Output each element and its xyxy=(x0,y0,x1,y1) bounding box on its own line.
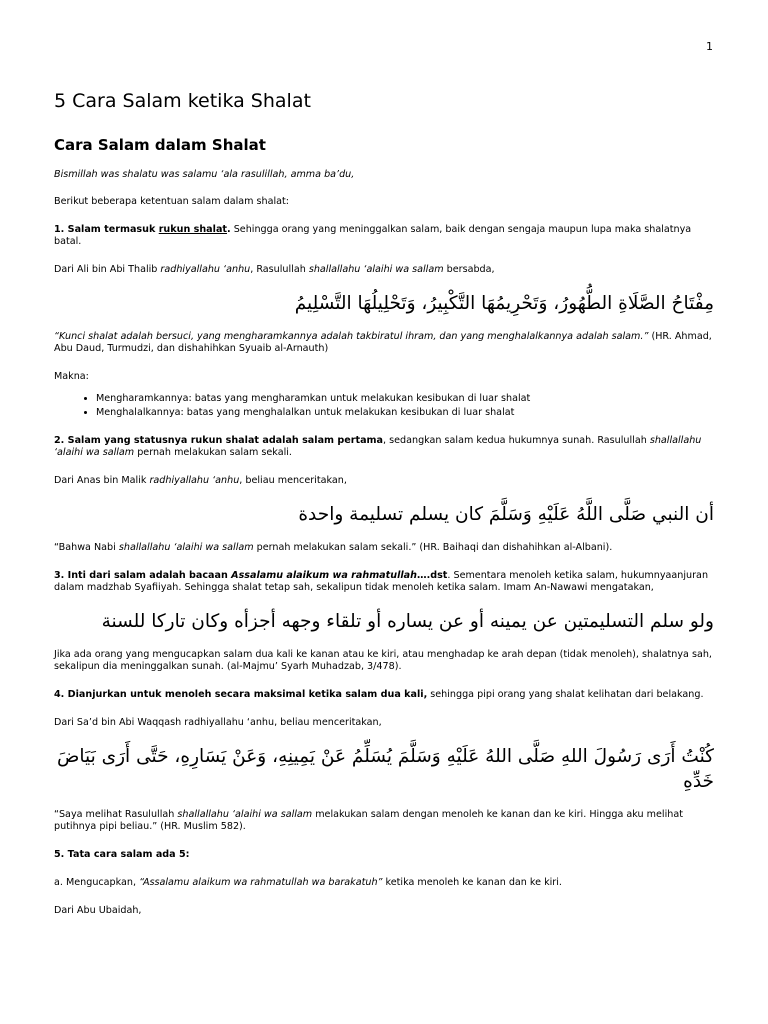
arabic-quote-3: ولو سلم التسليمتين عن يمينه أو عن يساره أو تلقاء وجهه أجزأه وكان تاركا للسنة xyxy=(101,611,714,633)
point-2-narration: Dari Anas bin Malik radhiyallahu ‘anhu, beliau menceritakan, xyxy=(54,475,347,487)
arabic-hadith-4: كُنْتُ أَرَى رَسُولَ اللهِ صَلَّى اللهُ عَلَيْهِ وَسَلَّمَ يُسَلِّمُ عَنْ يَمِينِهِ، وَعَنْ يَسَارِهِ، حَتَّى أَرَى بَيَاضَ خَدِّهِ xyxy=(57,746,714,793)
page-number: 1 xyxy=(706,40,713,53)
makna-list xyxy=(54,393,714,419)
list-item: • Mengharamkannya: batas yang mengharamkan untuk melakukan kesibukan di luar shalat xyxy=(96,393,714,405)
point-3-explanation: Jika ada orang yang mengucapkan salam dua kali ke kanan atau ke kiri, atau menghadap ke arah depan (tidak menoleh), shalatnya sah, sekalipun dia meninggalkan sunah. (al-Majmu’ Syarh Muhadzab, 3/478). xyxy=(54,649,712,673)
intro-text: Berikut beberapa ketentuan salam dalam shalat: xyxy=(54,196,290,208)
point-4-narration: Dari Sa’d bin Abi Waqqash radhiyallahu ‘anhu, beliau menceritakan, xyxy=(54,717,382,729)
makna-label: Makna: xyxy=(54,371,89,383)
quote-4: “Saya melihat Rasulullah shallallahu ‘alaihi wa sallam melakukan salam dengan menoleh ke kanan dan ke kiri. Hingga aku melihat putihnya pipi beliau.” (HR. Muslim 582). xyxy=(54,809,683,833)
point-4: 4. Dianjurkan untuk menoleh secara maksimal ketika salam dua kali, sehingga pipi orang yang shalat kelihatan dari belakang. xyxy=(54,689,704,701)
page-title: 5 Cara Salam ketika Shalat xyxy=(54,90,311,112)
quote-1: “Kunci shalat adalah bersuci, yang mengharamkannya adalah takbiratul ihram, dan yang menghalalkannya adalah salam.” (HR. Ahmad, Abu Daud, Turmudzi, dan dishahihkan Syuaib al-Arnauth) xyxy=(54,331,712,355)
point-3: 3. Inti dari salam adalah bacaan Assalamu alaikum wa rahmatullah….dst. Sementara menoleh ketika salam, hukumnyaanjuran dalam madzhab Syafiiyah. Sehingga shalat tetap sah, sekalipun tidak menoleh ketika salam. Imam An-Nawawi mengatakan, xyxy=(54,570,709,594)
point-1-narration: Dari Ali bin Abi Thalib radhiyallahu ‘anhu, Rasulullah shallallahu ‘alaihi wa sallam bersabda, xyxy=(54,264,495,276)
intro-italic: Bismillah was shalatu was salamu ‘ala rasulillah, amma ba’du, xyxy=(54,168,355,180)
point-2: 2. Salam yang statusnya rukun shalat adalah salam pertama, sedangkan salam kedua hukumnya sunah. Rasulullah shallallahu ‘alaihi wa sallam pernah melakukan salam sekali. xyxy=(54,435,702,459)
point-5-narration: Dari Abu Ubaidah, xyxy=(54,904,142,916)
point-5: 5. Tata cara salam ada 5: xyxy=(54,849,190,860)
arabic-hadith-1: مِفْتَاحُ الصَّلَاةِ الطُّهُورُ، وَتَحْرِيمُهَا التَّكْبِيرُ، وَتَحْلِيلُهَا التَّسْلِيمُ xyxy=(294,293,714,315)
point-5a: a. Mengucapkan, “Assalamu alaikum wa rahmatullah wa barakatuh” ketika menoleh ke kanan dan ke kiri. xyxy=(54,876,562,888)
quote-2: “Bahwa Nabi shallallahu ‘alaihi wa sallam pernah melakukan salam sekali.” (HR. Baihaqi dan dishahihkan al-Albani). xyxy=(54,542,613,554)
arabic-hadith-2: أن النبي صَلَّى اللَّهُ عَلَيْهِ وَسَلَّمَ كان يسلم تسليمة واحدة xyxy=(298,504,714,526)
section-heading: Cara Salam dalam Shalat xyxy=(54,135,266,154)
point-1: 1. Salam termasuk rukun shalat. Sehingga orang yang meninggalkan salam, baik dengan sengaja maupun lupa maka shalatnya batal. xyxy=(54,224,692,248)
list-item: • Menghalalkannya: batas yang menghalalkan untuk melakukan kesibukan di luar shalat xyxy=(96,407,714,419)
document-body xyxy=(54,90,714,933)
